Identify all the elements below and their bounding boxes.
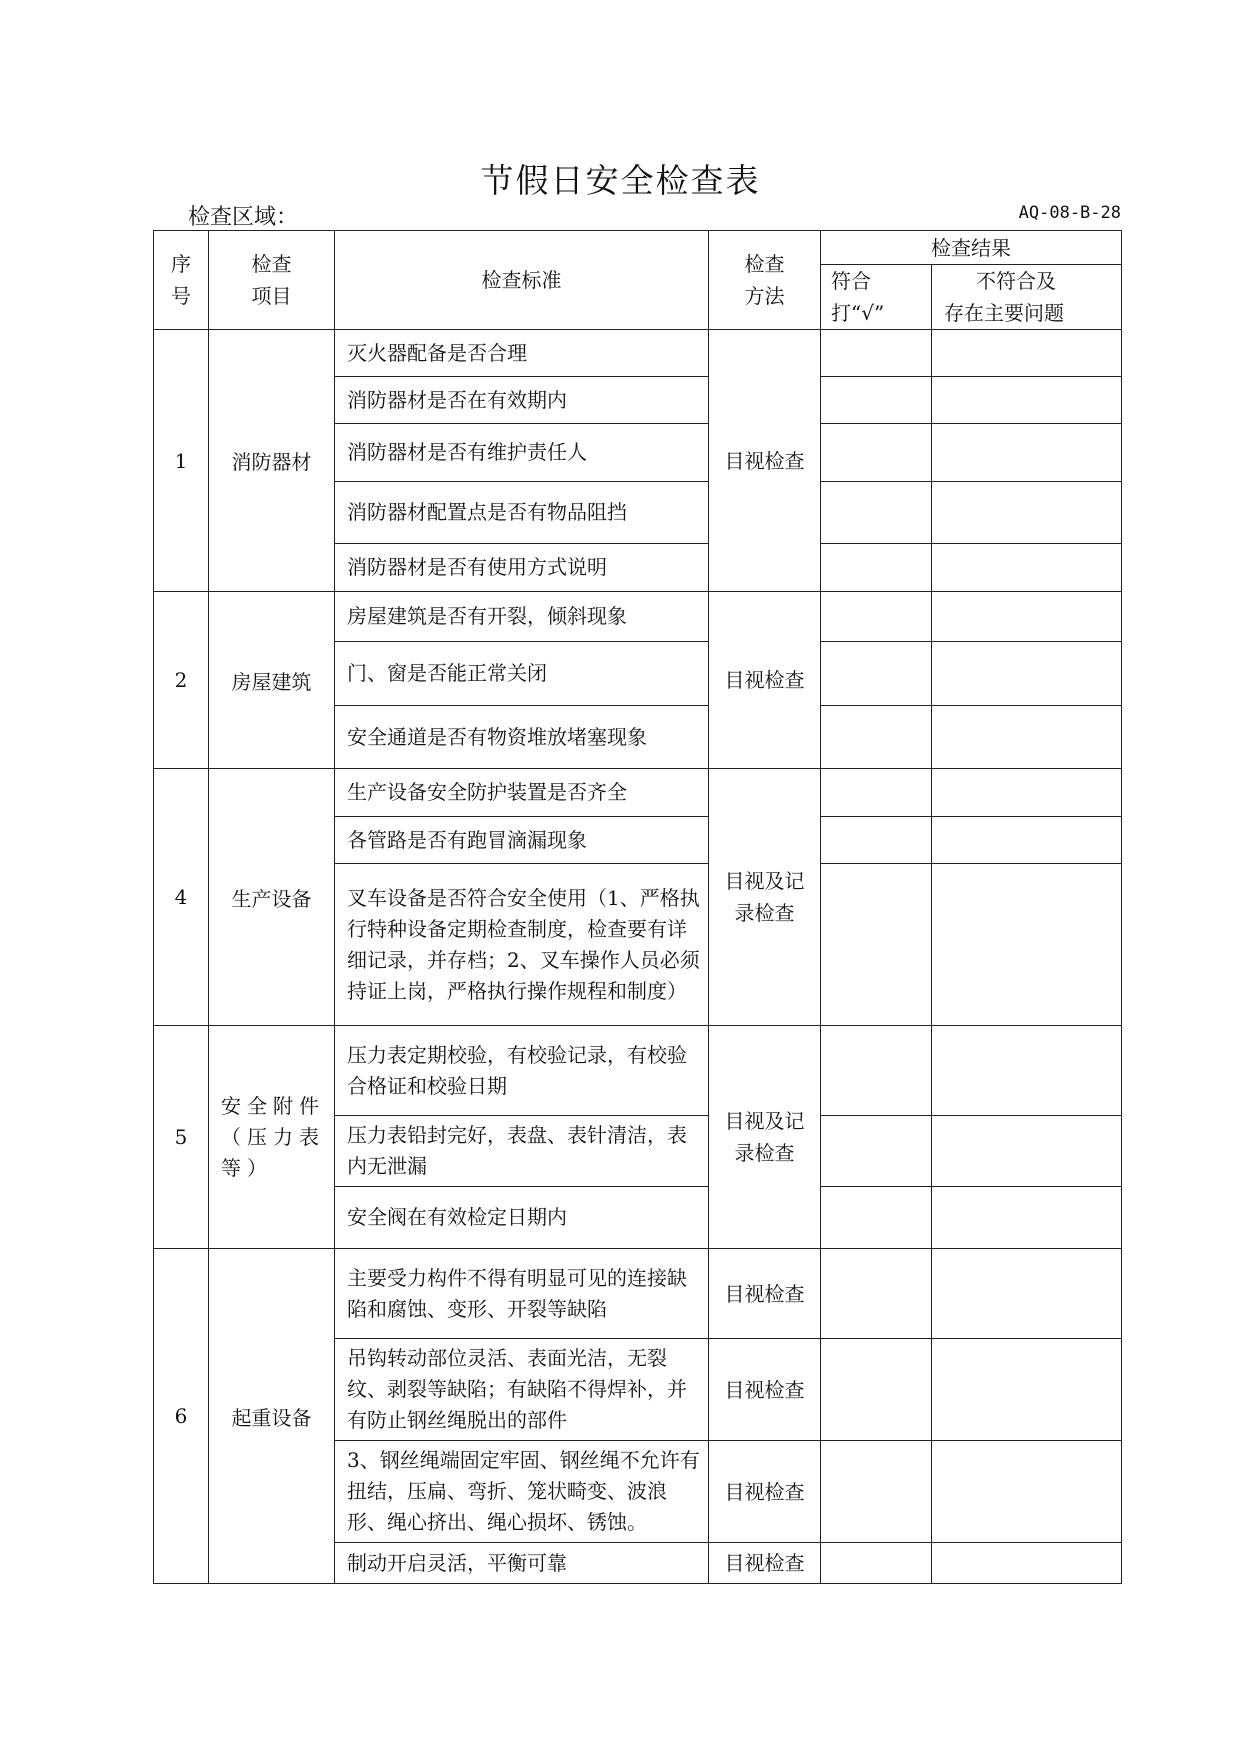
standard-cell: 消防器材配置点是否有物品阻挡 — [335, 482, 709, 544]
nonconform-cell[interactable] — [932, 864, 1122, 1026]
method-cell: 目视检查 — [709, 592, 821, 769]
standard-cell: 叉车设备是否符合安全使用（1、严格执行特种设备定期检查制度，检查要有详细记录，并存档；2、叉车操作人员必须持证上岗，严格执行操作规程和制度） — [335, 864, 709, 1026]
nonconform-cell[interactable] — [932, 544, 1122, 592]
standard-cell: 安全阀在有效检定日期内 — [335, 1187, 709, 1249]
conform-cell[interactable] — [821, 424, 932, 482]
standard-cell: 房屋建筑是否有开裂，倾斜现象 — [335, 592, 709, 642]
item-cell: 消防器材 — [209, 330, 335, 592]
header-nonconform: 不符合及 存在主要问题 — [932, 265, 1122, 330]
seq-cell: 4 — [154, 769, 209, 1026]
standard-cell: 消防器材是否有使用方式说明 — [335, 544, 709, 592]
nonconform-cell[interactable] — [932, 424, 1122, 482]
conform-cell[interactable] — [821, 1441, 932, 1543]
standard-cell: 吊钩转动部位灵活、表面光洁，无裂纹、剥裂等缺陷；有缺陷不得焊补，并有防止钢丝绳脱出的部件 — [335, 1339, 709, 1441]
conform-cell[interactable] — [821, 1249, 932, 1339]
nonconform-cell[interactable] — [932, 817, 1122, 864]
seq-cell: 2 — [154, 592, 209, 769]
standard-cell: 消防器材是否有维护责任人 — [335, 424, 709, 482]
header-item: 检查 项目 — [209, 231, 335, 330]
page-title: 节假日安全检查表 — [480, 161, 761, 200]
nonconform-cell[interactable] — [932, 1249, 1122, 1339]
header-standard: 检查标准 — [335, 231, 709, 330]
method-cell: 目视检查 — [709, 1441, 821, 1543]
standard-cell: 门、窗是否能正常关闭 — [335, 642, 709, 706]
table-row — [154, 1026, 1122, 1116]
conform-cell[interactable] — [821, 817, 932, 864]
item-cell: 起重设备 — [209, 1249, 335, 1584]
conform-cell[interactable] — [821, 706, 932, 769]
document-code: AQ-08-B-28 — [1018, 203, 1121, 223]
method-cell: 目视及记 录检查 — [709, 769, 821, 1026]
conform-cell[interactable] — [821, 482, 932, 544]
standard-cell: 消防器材是否在有效期内 — [335, 377, 709, 424]
table-row — [154, 1249, 1122, 1339]
nonconform-cell[interactable] — [932, 706, 1122, 769]
item-cell: 生产设备 — [209, 769, 335, 1026]
standard-cell: 生产设备安全防护装置是否齐全 — [335, 769, 709, 817]
nonconform-cell[interactable] — [932, 1187, 1122, 1249]
item-cell: 安全附件 （压力表 等） — [209, 1026, 335, 1249]
conform-cell[interactable] — [821, 1543, 932, 1584]
nonconform-cell[interactable] — [932, 1543, 1122, 1584]
nonconform-cell[interactable] — [932, 769, 1122, 817]
nonconform-cell[interactable] — [932, 1026, 1122, 1116]
method-cell: 目视检查 — [709, 1543, 821, 1584]
conform-cell[interactable] — [821, 1339, 932, 1441]
standard-cell: 安全通道是否有物资堆放堵塞现象 — [335, 706, 709, 769]
seq-cell: 6 — [154, 1249, 209, 1584]
conform-cell[interactable] — [821, 377, 932, 424]
nonconform-cell[interactable] — [932, 482, 1122, 544]
method-cell: 目视检查 — [709, 1339, 821, 1441]
header-seq: 序 号 — [154, 231, 209, 330]
header-conform: 符合 打“√” — [821, 265, 932, 330]
standard-cell: 各管路是否有跑冒滴漏现象 — [335, 817, 709, 864]
standard-cell: 制动开启灵活，平衡可靠 — [335, 1543, 709, 1584]
standard-cell: 3、钢丝绳端固定牢固、钢丝绳不允许有扭结，压扁、弯折、笼状畸变、波浪形、绳心挤出、绳心损坏、锈蚀。 — [335, 1441, 709, 1543]
nonconform-cell[interactable] — [932, 330, 1122, 377]
conform-cell[interactable] — [821, 864, 932, 1026]
nonconform-cell[interactable] — [932, 642, 1122, 706]
nonconform-cell[interactable] — [932, 1441, 1122, 1543]
seq-cell: 5 — [154, 1026, 209, 1249]
inspection-area-label: 检查区域： — [188, 205, 299, 230]
conform-cell[interactable] — [821, 592, 932, 642]
nonconform-cell[interactable] — [932, 1116, 1122, 1187]
nonconform-cell[interactable] — [932, 377, 1122, 424]
table-row — [154, 592, 1122, 642]
standard-cell: 压力表定期校验，有校验记录，有校验合格证和校验日期 — [335, 1026, 709, 1116]
header-result: 检查结果 — [821, 231, 1122, 265]
nonconform-cell[interactable] — [932, 592, 1122, 642]
header-method: 检查 方法 — [709, 231, 821, 330]
conform-cell[interactable] — [821, 1187, 932, 1249]
item-cell: 房屋建筑 — [209, 592, 335, 769]
table-header-row — [154, 231, 1122, 265]
inspection-table — [153, 230, 1122, 1584]
method-cell: 目视及记 录检查 — [709, 1026, 821, 1249]
table-row — [154, 769, 1122, 817]
conform-cell[interactable] — [821, 330, 932, 377]
standard-cell: 压力表铅封完好，表盘、表针清洁，表内无泄漏 — [335, 1116, 709, 1187]
method-cell: 目视检查 — [709, 1249, 821, 1339]
conform-cell[interactable] — [821, 1026, 932, 1116]
conform-cell[interactable] — [821, 1116, 932, 1187]
nonconform-cell[interactable] — [932, 1339, 1122, 1441]
table-row — [154, 330, 1122, 377]
conform-cell[interactable] — [821, 769, 932, 817]
conform-cell[interactable] — [821, 642, 932, 706]
standard-cell: 灭火器配备是否合理 — [335, 330, 709, 377]
conform-cell[interactable] — [821, 544, 932, 592]
method-cell: 目视检查 — [709, 330, 821, 592]
seq-cell: 1 — [154, 330, 209, 592]
standard-cell: 主要受力构件不得有明显可见的连接缺陷和腐蚀、变形、开裂等缺陷 — [335, 1249, 709, 1339]
